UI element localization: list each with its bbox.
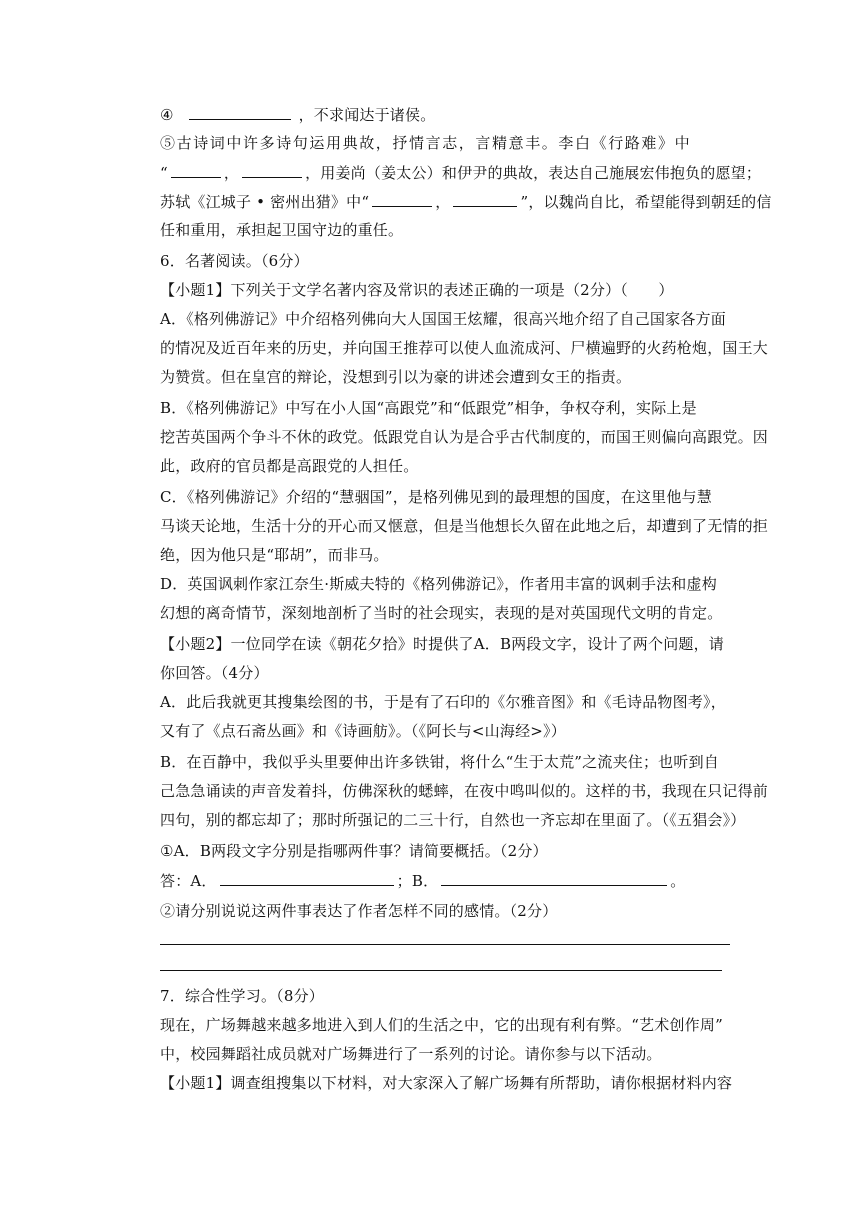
option-a-line3: 为赞赏。但在皇宫的辩论，没想到引以为豪的讲述会遭到女王的指责。	[160, 368, 632, 386]
q7-subquestion-1: 【小题1】调查组搜集以下材料，对大家深入了解广场舞有所帮助，请你根据材料内容	[160, 1074, 733, 1092]
option-d-line2: 幻想的离奇情节，深刻地剖析了当时的社会现实，表现的是对英国现代文明的肯定。	[160, 604, 723, 622]
answer-label-b: ；B．	[396, 872, 439, 890]
q6-subquestion-2-line2: 你回答。（4分）	[160, 664, 269, 682]
option-c: C．《格列佛游记》介绍的“慧骃国”，是格列佛见到的最理想的国度，在这里他与慧	[160, 488, 712, 506]
passage-b-line2: 己急急诵读的声音发着抖，仿佛深秋的蟋蟀，在夜中鸣叫似的。这样的书，我现在只记得前	[160, 782, 769, 800]
question-7-heading: 7．综合性学习。（8分）	[160, 987, 324, 1005]
quote-open: “	[160, 164, 168, 182]
line-text: ”，以魏尚自比，希望能得到朝廷的信	[520, 193, 772, 211]
option-b-line3: 此，政府的官员都是高跟党的人担任。	[160, 457, 419, 475]
answer-blank[interactable]	[242, 161, 302, 178]
paragraph-line: 任和重用，承担起卫国守边的重任。	[160, 221, 404, 239]
answer-blank[interactable]	[189, 103, 291, 120]
passage-a: A．此后我就更其搜集绘图的书，于是有了石印的《尔雅音图》和《毛诗品物图考》，	[160, 693, 726, 711]
line-text: ，不求闻达于诸侯。	[298, 106, 436, 124]
question-6-heading: 6．名著阅读。（6分）	[160, 252, 309, 270]
q6-2-part-1: ①A．B两段文字分别是指哪两件事？请简要概括。（2分）	[160, 842, 548, 860]
comma: ，	[435, 193, 451, 211]
answer-rule-2[interactable]	[160, 970, 722, 971]
line-text: ，用姜尚（姜太公）和伊尹的典故，表达自己施展宏伟抱负的愿望；	[305, 164, 762, 182]
item-number: ④	[160, 106, 174, 124]
passage-b: B．在百静中，我似乎头里要伸出许多铁钳，将什么“生于太荒”之流夹住；也听到自	[160, 753, 719, 771]
answer-rule-1[interactable]	[160, 944, 730, 945]
answer-blank[interactable]	[171, 161, 221, 178]
answer-blank-b[interactable]	[441, 869, 667, 886]
option-a: A．《格列佛游记》中介绍格列佛向大人国国王炫耀，很高兴地介绍了自己国家各方面	[160, 310, 726, 328]
option-d: D．英国讽刺作家江奈生·斯威夫特的《格列佛游记》，作者用丰富的讽刺手法和虚构	[160, 575, 717, 593]
q7-intro-line2: 中，校园舞蹈社成员就对广场舞进行了一系列的讨论。请你参与以下活动。	[160, 1045, 662, 1063]
passage-b-line3: 四句，别的都忘却了；那时所强记的二三十行，自然也一齐忘却在里面了。（《五猖会》）	[160, 811, 746, 829]
line-text: 苏轼《江城子 • 密州出猎》中“	[160, 193, 370, 211]
q5-item-4	[160, 103, 435, 126]
passage-a-line2: 又有了《点石斋丛画》和《诗画舫》。（《阿长与<山海经>》）	[160, 722, 566, 740]
answer-label-a: 答：A．	[160, 872, 217, 890]
option-a-line2: 的情况及近百年来的历史，并向国王推荐可以使人血流成河、尸横遍野的火药枪炮，国王大	[160, 339, 769, 357]
answer-blank[interactable]	[453, 190, 517, 207]
option-c-line3: 绝，因为他只是“耶胡”，而非马。	[160, 546, 389, 564]
q6-2-part-2: ②请分别说说这两件事表达了作者怎样不同的感情。（2分）	[160, 902, 558, 920]
comma: ，	[223, 164, 240, 182]
q6-subquestion-1: 【小题1】下列关于文学名著内容及常识的表述正确的一项是（2分）（ ）	[160, 281, 674, 299]
answer-blank[interactable]	[372, 190, 432, 207]
period: 。	[670, 872, 686, 890]
q7-intro: 现在，广场舞越来越多地进入到人们的生活之中，它的出现有利有弊。“艺术创作周”	[160, 1016, 723, 1034]
q5-item-5-line2	[160, 161, 761, 184]
answer-line	[160, 869, 685, 892]
q5-item-5: ⑤古诗词中许多诗句运用典故，抒情言志，言精意丰。李白《行路难》中	[160, 134, 692, 152]
option-c-line2: 马谈天论地，生活十分的开心而又惬意，但是当他想长久留在此地之后，却遭到了无情的拒	[160, 517, 769, 535]
q6-subquestion-2: 【小题2】一位同学在读《朝花夕拾》时提供了A．B两段文字，设计了两个问题，请	[160, 635, 725, 653]
option-b: B．《格列佛游记》中写在小人国“高跟党”和“低跟党”相争，争权夺利，实际上是	[160, 399, 697, 417]
option-b-line2: 挖苦英国两个争斗不休的政党。低跟党自认为是合乎古代制度的，而国王则偏向高跟党。因	[160, 428, 769, 446]
answer-blank-a[interactable]	[220, 869, 394, 886]
q5-item-5-line3	[160, 190, 772, 213]
